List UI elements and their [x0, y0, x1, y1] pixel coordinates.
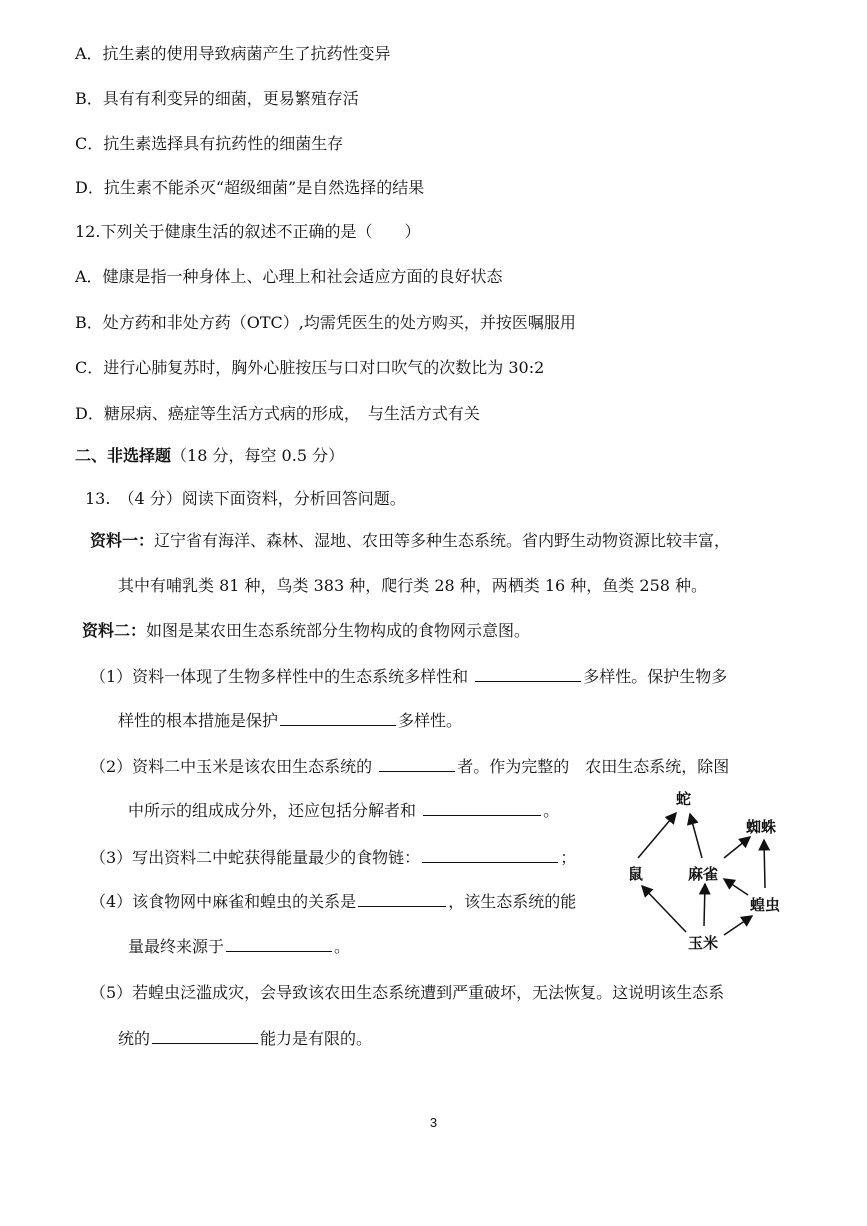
q12-option-c: C．进行心肺复苏时，胸外心脏按压与口对口吹气的次数比为 30:2 [75, 358, 545, 377]
sub4-text-d: 。 [334, 937, 351, 956]
sub2-text-c: 中所示的组成成分外，还应包括分解者和 [128, 801, 417, 820]
sub4-text-b: ，该生态系统的能 [448, 892, 577, 911]
answer-blank-8[interactable] [152, 1028, 258, 1044]
section2-note: （18 分，每空 0.5 分） [171, 446, 345, 465]
sub-question-3 [90, 847, 576, 868]
answer-blank-7[interactable] [226, 936, 332, 952]
material-one-label: 资料一： [90, 531, 155, 550]
sub-question-4-cont [128, 936, 350, 957]
arrow-locust-to-sparrow [724, 879, 748, 895]
sub4-text-a: （4）该食物网中麻雀和蝗虫的关系是 [90, 892, 357, 911]
answer-blank-3[interactable] [379, 756, 455, 772]
sub-question-2-cont [128, 800, 559, 821]
sub1-text-a: （1）资料一体现了生物多样性中的生态系统多样性和 [90, 667, 469, 686]
arrow-corn-to-sparrow [704, 884, 705, 926]
sub4-text-c: 量最终来源于 [128, 937, 225, 956]
q12-option-b: B．处方药和非处方药（OTC）,均需凭医生的处方购买，并按医嘱服用 [75, 313, 576, 332]
node-spider: 蜘蛛 [746, 818, 777, 836]
arrow-mouse-to-snake [638, 813, 676, 858]
material-one-text: 辽宁省有海洋、森林、湿地、农田等多种生态系统。省内野生动物资源比较丰富， [154, 531, 731, 550]
answer-blank-1[interactable] [475, 666, 581, 682]
q12-option-a: A．健康是指一种身体上、心理上和社会适应方面的良好状态 [75, 267, 503, 286]
sub3-text-a: （3）写出资料二中蛇获得能量最少的食物链： [90, 848, 421, 867]
material-one [90, 531, 730, 551]
answer-blank-4[interactable] [423, 800, 541, 816]
sub-question-1-cont [118, 710, 462, 731]
arrow-sparrow-to-spider [724, 837, 750, 858]
arrow-corn-to-locust [724, 916, 752, 935]
arrow-corn-to-mouse [642, 886, 686, 932]
arrow-locust-to-spider [764, 840, 765, 888]
sub2-text-a: （2）资料二中玉米是该农田生态系统的 [90, 757, 373, 776]
q11-option-a: A．抗生素的使用导致病菌产生了抗药性变异 [75, 44, 391, 63]
sub-question-2 [90, 756, 729, 777]
sub-question-1 [90, 666, 727, 687]
sub1-text-b: 多样性。保护生物多 [583, 667, 728, 686]
sub1-text-d: 多样性。 [398, 711, 463, 730]
material-two-label: 资料二： [82, 621, 147, 640]
material-two [82, 621, 530, 641]
page-number: 3 [429, 1115, 438, 1130]
material-one-text-2: 其中有哺乳类 81 种，鸟类 383 种，爬行类 28 种，两栖类 16 种，鱼类 258 种。 [118, 576, 708, 595]
q11-option-c: C．抗生素选择具有抗药性的细菌生存 [75, 134, 344, 153]
sub2-text-d: 。 [543, 801, 560, 820]
q12-stem: 12.下列关于健康生活的叙述不正确的是（ ） [75, 222, 421, 241]
sub3-text-b: ； [560, 848, 577, 867]
section2-header [75, 446, 344, 466]
sub1-text-c: 样性的根本措施是保护 [118, 711, 279, 730]
node-sparrow: 麻雀 [688, 865, 719, 883]
q13-stem: 13. （4 分）阅读下面资料，分析回答问题。 [85, 489, 406, 508]
sub-question-5: （5）若蝗虫泛滥成灾，会导致该农田生态系统遭到严重破坏，无法恢复。这说明该生态系 [90, 983, 725, 1002]
sub5-text-c: 能力是有限的。 [260, 1029, 373, 1048]
sub-question-4 [90, 891, 576, 912]
sub5-text-b: 统的 [118, 1029, 151, 1048]
node-snake: 蛇 [676, 790, 692, 808]
arrow-sparrow-to-snake [690, 814, 702, 858]
section2-title: 二、非选择题 [75, 446, 172, 465]
q11-option-d: D．抗生素不能杀灭“超级细菌”是自然选择的结果 [75, 178, 425, 197]
material-two-text: 如图是某农田生态系统部分生物构成的食物网示意图。 [146, 621, 531, 640]
node-locust: 蝗虫 [750, 896, 781, 914]
answer-blank-5[interactable] [422, 847, 558, 863]
q12-option-d: D．糖尿病、癌症等生活方式病的形成， 与生活方式有关 [75, 404, 480, 423]
sub2-text-b: 者。作为完整的 农田生态系统，除图 [457, 757, 730, 776]
answer-blank-6[interactable] [358, 891, 446, 907]
food-web-diagram [620, 780, 800, 960]
node-mouse: 鼠 [628, 865, 644, 883]
sub-question-5-cont [118, 1028, 372, 1049]
node-corn: 玉米 [688, 934, 719, 952]
q11-option-b: B．具有有利变异的细菌，更易繁殖存活 [75, 89, 359, 108]
answer-blank-2[interactable] [280, 710, 396, 726]
